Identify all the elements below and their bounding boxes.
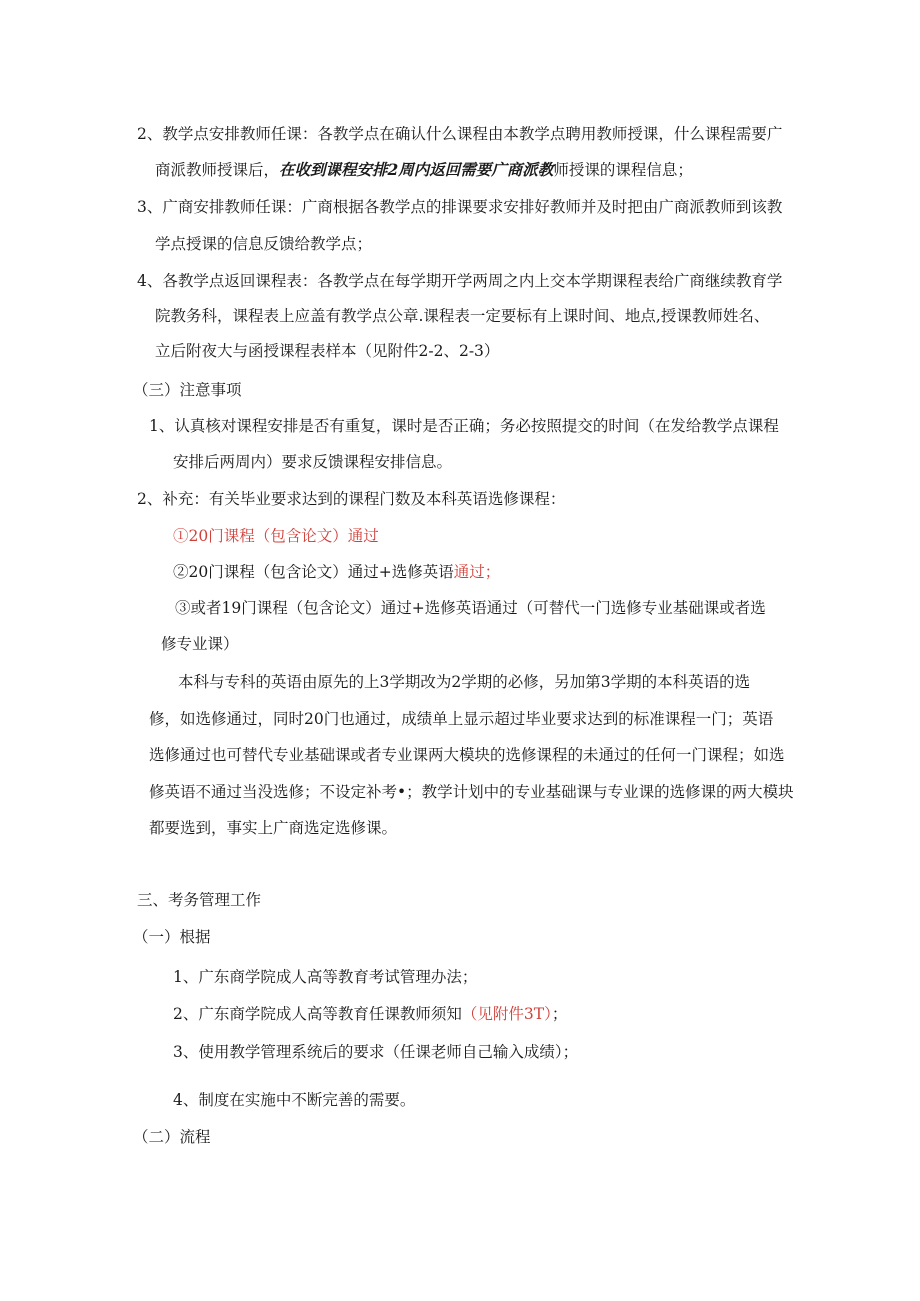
item-3-line-2: 学点授课的信息反馈给教学点； [155,235,373,253]
paragraph-line-2: 修，如选修通过，同时20门也通过，成绩单上显示超过毕业要求达到的标准课程一门；英语 [149,710,774,728]
process-heading: （二）流程 [133,1128,211,1146]
item-4-line-2: 院教务科，课程表上应盖有教学点公章.课程表一定要标有上课时间、地点,授课教师姓名、 [155,307,770,325]
basis-item-2-end: ； [551,1005,568,1023]
basis-heading: （一）根据 [133,928,211,946]
condition-2 [173,562,500,582]
note-1-line-2: 安排后两周内）要求反馈课程安排信息。 [173,453,453,471]
basis-item-1: 1、广东商学院成人高等教育考试管理办法； [173,968,478,986]
exam-heading: 三、考务管理工作 [137,891,262,909]
paragraph-line-3: 选修通过也可替代专业基础课或者专业课两大模块的选修课程的未通过的任何一门课程；如选 [149,746,785,764]
condition-2-text: ②20门课程（包含论文）通过+选修英语 [173,563,454,581]
condition-2-highlight: 通过； [453,563,501,581]
item-2-text-c: 师授课的课程信息； [553,161,693,179]
paragraph-line-5: 都要选到，事实上广商选定选修课。 [149,819,398,837]
note-1-line-1: 1、认真核对课程安排是否有重复，课时是否正确；务必按照提交的时间（在发给教学点课程 [149,417,779,435]
condition-1: ①20门课程（包含论文）通过 [173,527,379,545]
item-2-line-2 [155,160,693,180]
basis-item-2 [173,1004,567,1024]
notes-heading: （三）注意事项 [133,381,242,399]
basis-item-2-attachment: （见附件3T） [461,1005,552,1023]
item-2-line-1: 2、教学点安排教师任课：各教学点在确认什么课程由本教学点聘用教师授课，什么课程需要广 [137,125,783,143]
item-4-line-1: 4、各教学点返回课程表：各教学点在每学期开学两周之内上交本学期课程表给广商继续教育学 [137,272,783,290]
condition-3-line-1: ③或者19门课程（包含论文）通过+选修英语通过（可替代一门选修专业基础课或者选 [175,599,766,617]
condition-3-line-2: 修专业课） [161,635,239,653]
item-2-text-a: 商派教师授课后， [155,161,280,179]
item-4-line-3: 立后附夜大与函授课程表样本（见附件2-2、2-3） [155,342,500,360]
paragraph-line-4: 修英语不通过当没选修；不设定补考•；教学计划中的专业基础课与专业课的选修课的两大模块 [149,783,794,801]
basis-item-3: 3、使用教学管理系统后的要求（任课老师自己输入成绩）； [173,1043,579,1061]
paragraph-line-1: 本科与专科的英语由原先的上3学期改为2学期的必修，另加第3学期的本科英语的选 [178,673,751,691]
note-2: 2、补充：有关毕业要求达到的课程门数及本科英语选修课程： [137,490,566,508]
item-3-line-1: 3、广商安排教师任课：广商根据各教学点的排课要求安排好教师并及时把由广商派教师到该教 [137,198,783,216]
item-2-emphasis: 在收到课程安排2周内返回需要广商派教 [279,160,554,179]
basis-item-2-text: 2、广东商学院成人高等教育任课教师须知 [173,1005,462,1023]
basis-item-4: 4、制度在实施中不断完善的需要。 [173,1091,416,1109]
